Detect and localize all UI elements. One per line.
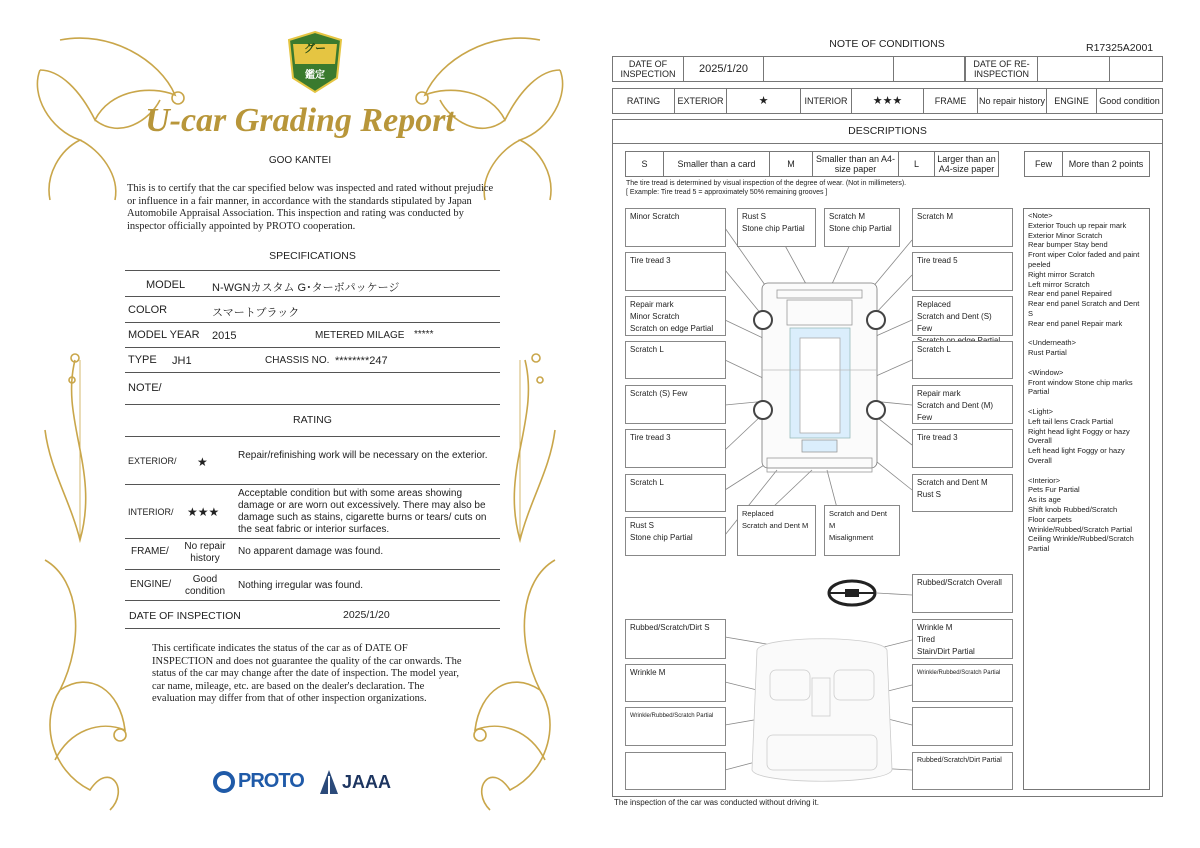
damage-box: Tire tread 3 xyxy=(912,429,1013,468)
divider xyxy=(125,484,500,485)
empty-cell xyxy=(764,57,894,81)
divider xyxy=(125,347,500,348)
tire-note: The tire tread is determined by visual inspection of the degree of wear. (Not in millimeters). xyxy=(626,180,907,187)
mileage-label: METERED MILAGE xyxy=(315,330,405,341)
damage-box: Scratch and Dent M Misalignment xyxy=(824,505,900,556)
type-value: JH1 xyxy=(172,355,192,367)
specifications-heading: SPECIFICATIONS xyxy=(269,250,356,262)
note-line: Pets Fur Partial xyxy=(1028,485,1080,495)
frame-label: FRAME xyxy=(924,89,978,113)
note-line: Shift knob Rubbed/Scratch xyxy=(1028,504,1118,514)
damage-box: Repair mark Minor Scratch Scratch on edge Partial xyxy=(625,296,726,336)
damage-box: Rubbed/Scratch/Dirt S xyxy=(625,619,726,659)
note-line: Rust Partial xyxy=(1028,348,1067,358)
chassis-value: ********247 xyxy=(335,355,388,367)
frame-description: No apparent damage was found. xyxy=(238,546,384,557)
interior-label: INTERIOR/ xyxy=(128,507,174,517)
note-line: <Note> xyxy=(1028,211,1053,220)
reinspection-label: DATE OF RE-INSPECTION xyxy=(965,57,1038,81)
legend-l-desc: Larger than an A4-size paper xyxy=(937,154,996,174)
damage-box: Wrinkle M Tired Stain/Dirt Partial xyxy=(912,619,1013,659)
descriptions-heading: DESCRIPTIONS xyxy=(612,119,1163,144)
report-subtitle: GOO KANTEI xyxy=(268,155,332,166)
damage-box: Tire tread 3 xyxy=(625,429,726,468)
note-line: Right head light Foggy or hazy Overall xyxy=(1028,426,1130,446)
damage-box: Rust S Stone chip Partial xyxy=(737,208,816,247)
damage-box: Wrinkle M xyxy=(625,664,726,702)
type-label: TYPE xyxy=(128,354,157,366)
damage-box: Scratch and Dent M Rust S xyxy=(912,474,1013,512)
damage-box: Scratch M xyxy=(912,208,1013,247)
divider xyxy=(125,436,500,437)
divider xyxy=(125,270,500,271)
exterior-rating: ★ xyxy=(197,455,208,469)
divider xyxy=(125,628,500,629)
date-of-inspection-label: DATE OF INSPECTION xyxy=(129,610,241,622)
damage-box: Scratch L xyxy=(625,474,726,512)
reference-number: R17325A2001 xyxy=(1086,42,1154,54)
model-label: MODEL xyxy=(146,279,186,291)
note-line: Left tail lens Crack Partial xyxy=(1028,416,1114,426)
jaaa-logo-icon xyxy=(318,768,340,796)
legend-m: M xyxy=(770,152,813,176)
color-label: COLOR xyxy=(128,304,168,316)
legend-few: Few xyxy=(1025,152,1063,176)
note-line: Rear end panel Repair mark xyxy=(1028,318,1123,328)
badge-top-text: グー xyxy=(304,43,326,55)
note-line: <Light> xyxy=(1028,406,1054,416)
frame-rating: No repair history xyxy=(184,541,226,564)
note-line: Rear bumper Stay bend xyxy=(1028,240,1108,250)
size-legend xyxy=(625,151,999,177)
damage-box: Wrinkle/Rubbed/Scratch Partial xyxy=(912,664,1013,702)
divider xyxy=(125,600,500,601)
damage-box: Tire tread 5 xyxy=(912,252,1013,291)
damage-box: Repair mark Scratch and Dent (M) Few xyxy=(912,385,1013,424)
date-of-inspection-value: 2025/1/20 xyxy=(343,609,390,621)
note-line: Rear end panel Scratch and Dent S xyxy=(1028,299,1140,318)
doi-label: DATE OF INSPECTION xyxy=(613,57,684,81)
interior-description: Acceptable condition but with some areas showing damage or are worn out excessively. There may also be damage such as stains, cigarette burns or tears/ cuts on the seat fabric or interior surfaces. xyxy=(238,488,487,535)
rating-row xyxy=(612,88,1163,114)
empty-cell xyxy=(1038,57,1110,81)
tire-example: [ Example: Tire tread 5 = approximately 50% remaining grooves ] xyxy=(626,189,828,196)
damage-box: Wrinkle/Rubbed/Scratch Partial xyxy=(625,707,726,746)
exterior-description: Repair/refinishing work will be necessary on the exterior. xyxy=(238,450,488,461)
proto-logo-icon xyxy=(212,770,236,794)
inspection-date-row xyxy=(612,56,1163,82)
report-title: U-car Grading Report xyxy=(145,102,455,139)
note-line: Right mirror Scratch xyxy=(1028,269,1095,279)
damage-box xyxy=(912,707,1013,746)
damage-box: Rubbed/Scratch Overall xyxy=(912,574,1013,613)
damage-box: Scratch M Stone chip Partial xyxy=(824,208,900,247)
steering-wheel-icon xyxy=(829,581,875,605)
frame-label: FRAME/ xyxy=(131,546,169,557)
damage-box: Replaced Scratch and Dent (S) Few xyxy=(912,296,1013,336)
rating-label: RATING xyxy=(613,89,675,113)
legend-few-desc: More than 2 points xyxy=(1068,159,1144,169)
divider xyxy=(125,372,500,373)
model-year-label: MODEL YEAR xyxy=(128,329,200,341)
damage-box xyxy=(625,752,726,790)
interior-label: INTERIOR xyxy=(801,89,852,113)
interior-rating: ★★★ xyxy=(187,505,220,519)
damage-box: Rubbed/Scratch/Dirt Partial xyxy=(912,752,1013,790)
note-line xyxy=(1028,466,1145,476)
note-line: Front window Stone chip marks Partial xyxy=(1028,377,1133,397)
frame-rating: No repair history xyxy=(978,89,1047,113)
note-line: Left head light Foggy or hazy Overall xyxy=(1028,446,1125,465)
certificate-intro: This is to certify that the car specified below was inspected and rated without prejudice or influence in a fair manner, in accordance with the standards stipulated by Japan Automobile Appraisal Association. This inspection and rating was conducted by inspector officially appointed by PROTO cooperation. xyxy=(127,183,494,232)
divider xyxy=(125,322,500,323)
note-line: Front wiper Color faded and paint peeled xyxy=(1028,250,1140,269)
sheet-title: NOTE OF CONDITIONS xyxy=(829,38,945,50)
note-line: Floor carpets Wrinkle/Rubbed/Scratch Partial xyxy=(1028,514,1133,534)
mileage-value: ***** xyxy=(414,329,434,340)
note-line: <Underneath> xyxy=(1028,338,1076,348)
engine-description: Nothing irregular was found. xyxy=(238,580,364,591)
note-line: <Window> xyxy=(1028,367,1064,377)
model-value: N-WGNカスタム G･ターボパッケージ xyxy=(212,282,400,294)
engine-rating: Good condition xyxy=(184,574,226,597)
legend-m-desc: Smaller than an A4-size paper xyxy=(813,152,899,176)
note-line: Exterior Touch up repair mark xyxy=(1028,220,1127,230)
divider xyxy=(125,404,500,405)
proto-logo-text: PROTO xyxy=(238,770,304,792)
notes-box xyxy=(1023,208,1150,790)
bottom-note: The inspection of the car was conducted without driving it. xyxy=(614,798,819,807)
engine-label: ENGINE/ xyxy=(130,579,172,590)
note-line: As its age xyxy=(1028,495,1061,505)
legend-l: L xyxy=(899,152,935,176)
divider xyxy=(125,569,500,570)
rating-heading: RATING xyxy=(293,414,332,426)
damage-box: Tire tread 3 xyxy=(625,252,726,291)
note-line: Exterior Minor Scratch xyxy=(1028,230,1103,240)
note-line: Left mirror Scratch xyxy=(1028,279,1090,289)
legend-s: S xyxy=(626,152,664,176)
damage-box: Replaced Scratch and Dent M xyxy=(737,505,816,556)
note-line xyxy=(1028,329,1145,339)
note-line: Rear end panel Repaired xyxy=(1028,289,1112,299)
engine-label: ENGINE xyxy=(1047,89,1097,113)
note-line: Ceiling Wrinkle/Rubbed/Scratch Partial xyxy=(1028,534,1134,554)
notes-list xyxy=(1028,211,1145,554)
few-legend xyxy=(1024,151,1150,177)
exterior-rating: ★ xyxy=(727,89,801,113)
color-value: スマートブラック xyxy=(212,307,300,319)
divider xyxy=(125,296,500,297)
doi-value: 2025/1/20 xyxy=(684,57,764,81)
legend-s-desc: Smaller than a card xyxy=(664,152,770,176)
damage-box: Scratch L xyxy=(625,341,726,379)
divider xyxy=(125,538,500,539)
note-line: <Interior> xyxy=(1028,475,1061,485)
model-year-value: 2015 xyxy=(212,330,237,342)
jaaa-logo-text: JAAA xyxy=(342,772,392,792)
note-line xyxy=(1028,397,1145,407)
damage-box: Scratch L xyxy=(912,341,1013,379)
engine-rating: Good condition xyxy=(1099,96,1160,106)
damage-box: Scratch (S) Few xyxy=(625,385,726,424)
certificate-footer: This certificate indicates the status of the car as of DATE OF INSPECTION and does not guarantee the quality of the car onwards. The status of the car may change after the date of inspection. The model year, car name, mileage, etc. are based on the dealer's declaration. The evaluation may differ from that of other inspection organizations. xyxy=(152,643,462,704)
chassis-label: CHASSIS NO. xyxy=(265,355,330,366)
damage-box: Minor Scratch xyxy=(625,208,726,247)
note-label: NOTE/ xyxy=(128,382,162,394)
badge-bottom-text: 鑑定 xyxy=(305,70,325,81)
exterior-label: EXTERIOR xyxy=(675,89,727,113)
note-line xyxy=(1028,358,1145,368)
exterior-label: EXTERIOR/ xyxy=(128,456,177,466)
damage-box: Rust S Stone chip Partial xyxy=(625,517,726,556)
empty-cell xyxy=(894,57,965,81)
interior-rating: ★★★ xyxy=(852,89,924,113)
